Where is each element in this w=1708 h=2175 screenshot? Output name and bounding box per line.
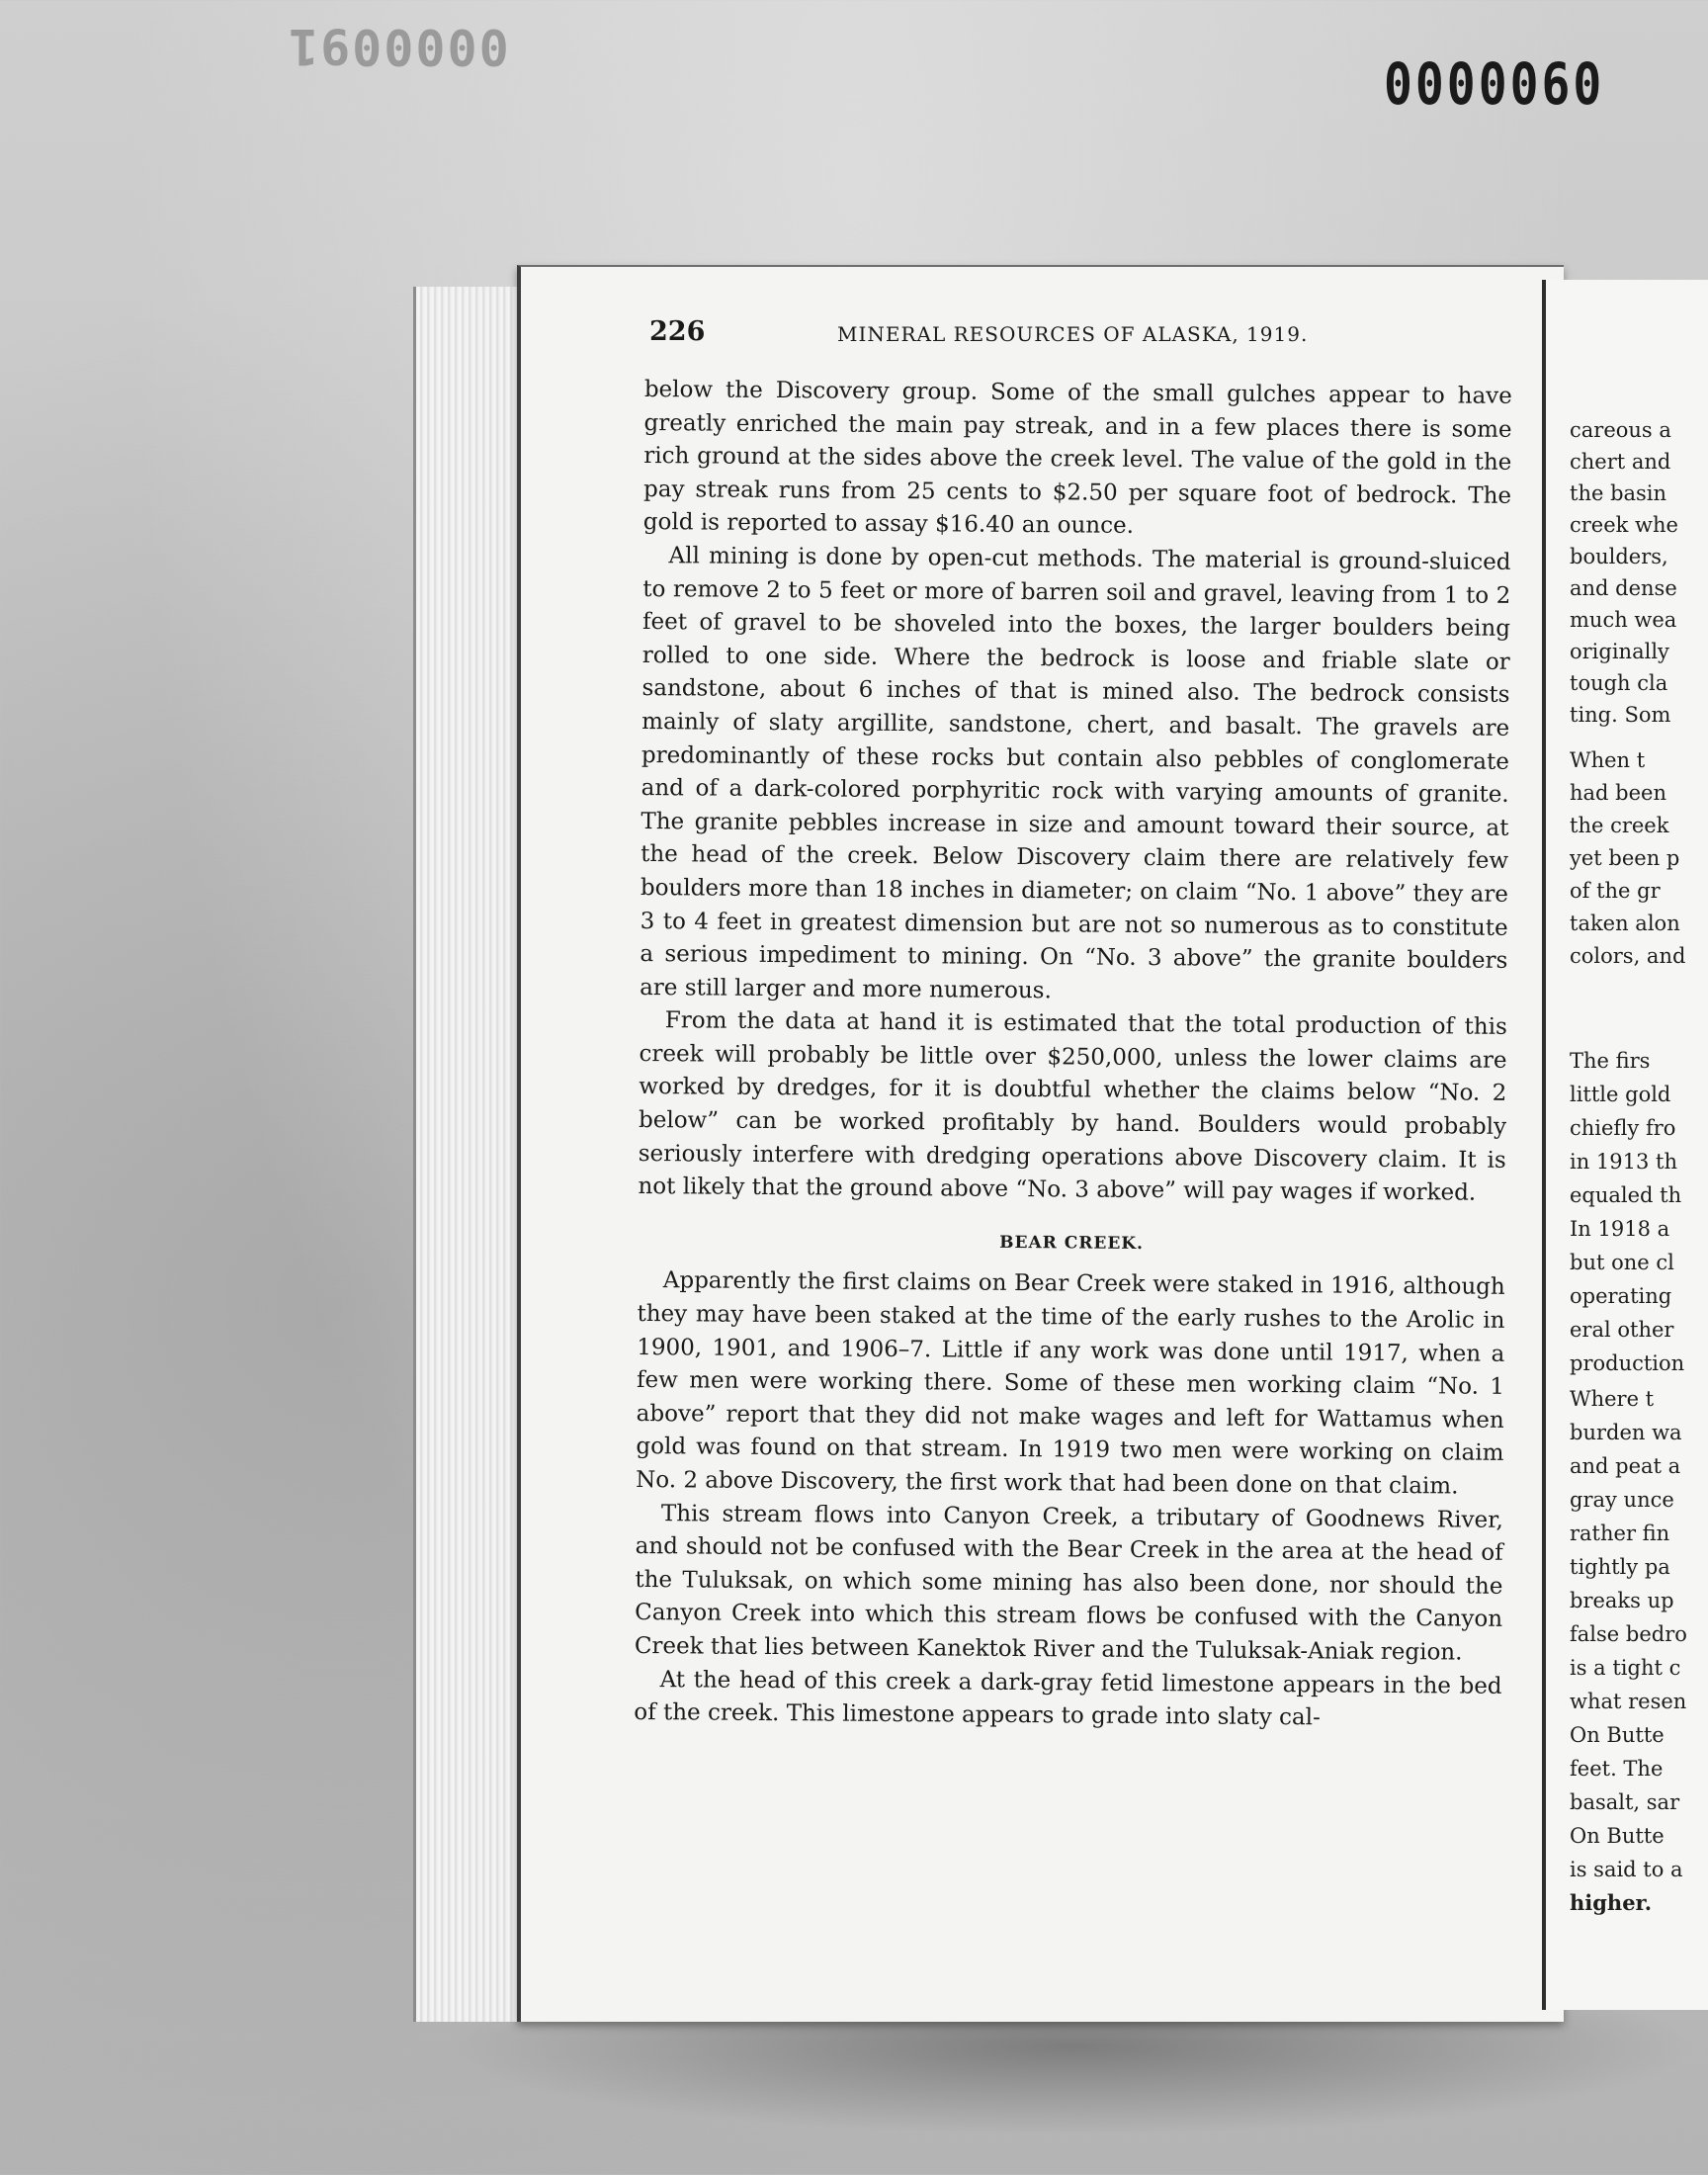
facing-line: of the gr (1570, 879, 1661, 903)
facing-line: On Butte (1570, 1824, 1665, 1848)
facing-line: Where t (1570, 1387, 1655, 1411)
facing-line: tightly pa (1570, 1555, 1670, 1579)
facing-line: operating (1570, 1284, 1672, 1308)
facing-line: much wea (1570, 608, 1677, 632)
facing-line: boulders, (1570, 545, 1668, 568)
facing-line: eral other (1570, 1318, 1674, 1342)
facing-line: false bedro (1570, 1622, 1687, 1646)
facing-line: colors, and (1570, 944, 1686, 968)
facing-line: higher. (1570, 1890, 1653, 1915)
paragraph: Apparently the first claims on Bear Creek were staked in 1916, although they may have been staked at the time of the early rushes to the Arolic in 1900, 1901, and 1906–7. Little if any work was done until 1917, when a few men were working there. Some of these men working claim “No. 1 above” report that they did not make wages and left for Wattamus when gold was found on that stream. In 1919 two men were working on claim No. 2 above Discovery, the first work that had been done on that claim. (636, 1267, 1505, 1500)
facing-line: The firs (1570, 1049, 1651, 1073)
facing-line: equaled th (1570, 1183, 1682, 1207)
facing-line: taken alon (1570, 912, 1680, 935)
facing-line: In 1918 a (1570, 1217, 1670, 1241)
paragraph: This stream flows into Canyon Creek, a tributary of Goodnews River, and should not be confused with the Bear Creek in the area at the head of the Tuluksak, on which some mining has also been done, nor should the Canyon Creek into which this stream flows be confused with the Canyon Creek that lies between Kanektok River and the Tuluksak-Aniak region. (634, 1500, 1504, 1666)
facing-line: chiefly fro (1570, 1116, 1676, 1140)
page-header (649, 316, 1480, 356)
facing-line: what resen (1570, 1690, 1687, 1713)
running-head: MINERAL RESOURCES OF ALASKA, 1919. (837, 322, 1309, 346)
facing-line: the basin (1570, 481, 1667, 505)
facing-line: chert and (1570, 450, 1671, 474)
facing-line: production (1570, 1351, 1685, 1375)
facing-line: careous a (1570, 418, 1671, 442)
paragraph: At the head of this creek a dark-gray fetid limestone appears in the bed of the creek. This limestone appears to grade into slaty cal- (634, 1666, 1502, 1731)
archive-stamp-top-right: 0000060 (1384, 51, 1605, 119)
facing-line: is a tight c (1570, 1656, 1681, 1680)
facing-line: yet been p (1570, 846, 1680, 870)
section-heading: BEAR CREEK. (999, 1232, 1145, 1254)
facing-line: is said to a (1570, 1858, 1683, 1881)
facing-line: tough cla (1570, 671, 1668, 695)
paragraph: below the Discovery group. Some of the small gulches appear to have greatly enriched the main pay streak, and in a few places there is some rich ground at the sides above the creek level. The value of the gold in the pay streak runs from 25 cents to $2.50 per square foot of bedrock. The gold is reported to assay $16.40 an ounce. (642, 376, 1512, 540)
page-body (634, 374, 1512, 1737)
facing-line: and peat a (1570, 1454, 1681, 1478)
archive-stamp-top-left: 0000091 (287, 18, 509, 75)
facing-line: the creek (1570, 814, 1669, 837)
facing-line: gray unce (1570, 1488, 1674, 1512)
facing-line: When t (1570, 748, 1646, 772)
facing-line: ting. Som (1570, 703, 1671, 727)
facing-line: On Butte (1570, 1723, 1665, 1747)
facing-line: and dense (1570, 576, 1677, 600)
facing-page (1542, 280, 1708, 2010)
facing-line: in 1913 th (1570, 1150, 1677, 1174)
facing-line: feet. The (1570, 1757, 1664, 1781)
facing-line: burden wa (1570, 1421, 1682, 1444)
book-page (517, 265, 1564, 2022)
paragraph: From the data at hand it is estimated that the total production of this creek will probably be little over $250,000, unless the lower claims are worked by dredges, for it is doubtful whether the claims below “No. 2 below” can be worked profitably by hand. Boulders would probably seriously interfere with dredging operations above Discovery claim. It is not likely that the ground above “No. 3 above” will pay wages if worked. (638, 1007, 1507, 1206)
paragraph: All mining is done by open-cut methods. The material is ground-sluiced to remove 2 to 5 feet or more of barren soil and gravel, leaving from 1 to 2 feet of gravel to be shoveled into the boxes, the larger boulders being rolled to one side. Where the bedrock is loose and friable slate or sandstone, about 6 inches of that is mined also. The bedrock consists mainly of slaty argillite, sandstone, chert, and basalt. The gravels are predominantly of these rocks but contain also pebbles of conglomerate and of a dark-colored porphyritic rock with varying amounts of granite. The granite pebbles increase in size and amount toward their source, at the head of the creek. Below Discovery claim there are relatively few boulders more than 18 inches in diameter; on claim “No. 1 above” they are 3 to 4 feet in greatest dimension but are not so numerous as to constitute a serious impediment to mining. On “No. 3 above” the granite boulders are still larger and more numerous. (640, 543, 1511, 1003)
facing-line: originally (1570, 640, 1669, 663)
facing-line: rather fin (1570, 1522, 1670, 1545)
facing-line: basalt, sar (1570, 1790, 1680, 1814)
facing-line: creek whe (1570, 513, 1678, 537)
facing-line: but one cl (1570, 1251, 1674, 1274)
facing-line: had been (1570, 781, 1666, 805)
facing-line: little gold (1570, 1083, 1671, 1106)
page-number: 226 (649, 316, 706, 347)
facing-line: breaks up (1570, 1589, 1674, 1612)
